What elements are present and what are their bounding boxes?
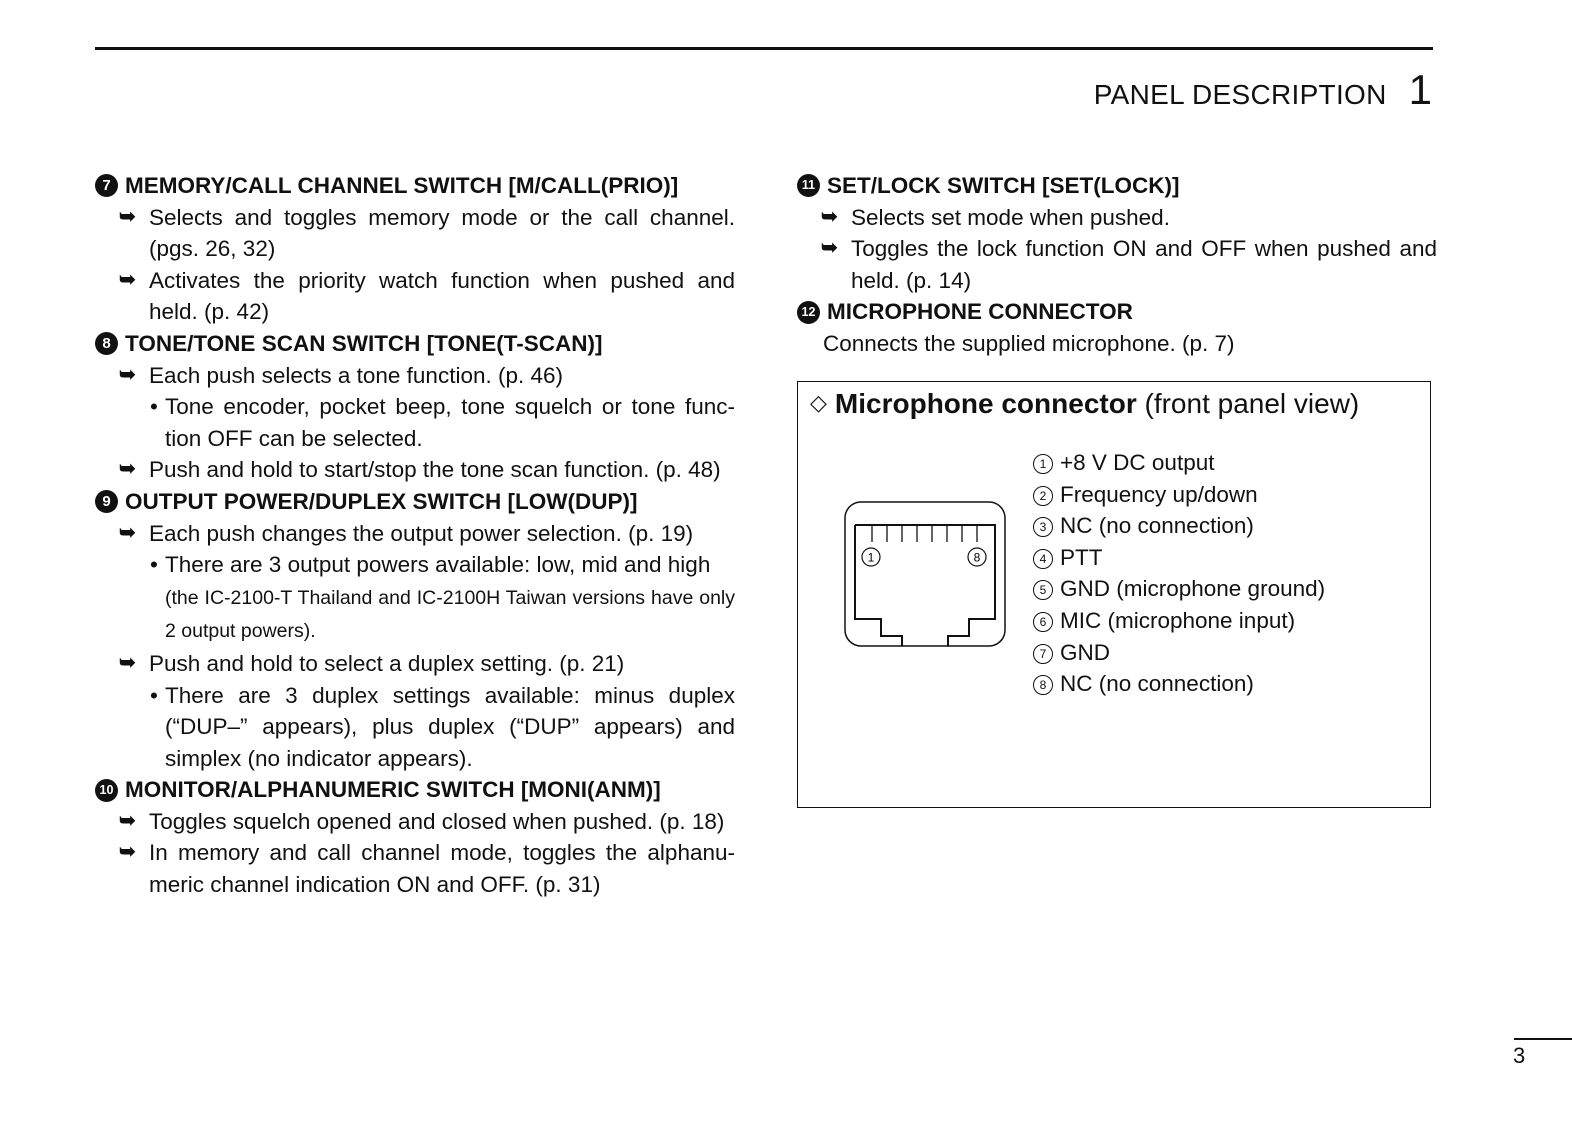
bullet-item: ➥ Each push changes the output power selection. (p. 19): [95, 518, 735, 550]
arrow-icon: ➥: [119, 205, 136, 228]
section-11-title: 11 SET/LOCK SWITCH [SET(LOCK)]: [797, 170, 1437, 202]
dot-icon: •: [150, 682, 158, 708]
arrow-icon: ➥: [821, 237, 838, 260]
pin-item: 6 MIC (microphone input): [1033, 605, 1325, 637]
connector-diagram: [842, 499, 1008, 649]
diamond-icon: ◇: [810, 390, 827, 415]
right-column: [797, 170, 1437, 360]
arrow-icon: ➥: [119, 809, 136, 832]
arrow-icon: ➥: [119, 268, 136, 291]
bullet-item: ➥ Push and hold to start/stop the tone scan function. (p. 48): [95, 454, 735, 486]
left-column: [95, 170, 735, 901]
section-7-title: 7 MEMORY/CALL CHANNEL SWITCH [M/CALL(PRIO)]: [95, 170, 735, 202]
pin-item: 7 GND: [1033, 637, 1325, 669]
connector-socket: [855, 525, 995, 646]
section-12-title: 12 MICROPHONE CONNECTOR: [797, 296, 1437, 328]
pin-item: 1 +8 V DC output: [1033, 447, 1325, 479]
page-number: 3: [1513, 1043, 1526, 1068]
bullet-item: ➥ Push and hold to select a duplex setting. (p. 21): [95, 648, 735, 680]
chapter-number: 1: [1408, 66, 1432, 113]
bullet-item: ➥ Each push selects a tone function. (p. 46): [95, 360, 735, 392]
sub-item: • Tone encoder, pocket beep, tone squelch or tone func-tion OFF can be selected.: [95, 391, 735, 454]
section-8-title: 8 TONE/TONE SCAN SWITCH [TONE(T-SCAN)]: [95, 328, 735, 360]
arrow-icon: ➥: [119, 841, 136, 864]
section-9-title: 9 OUTPUT POWER/DUPLEX SWITCH [LOW(DUP)]: [95, 486, 735, 518]
pin-item: 3 NC (no connection): [1033, 510, 1325, 542]
number-7-icon: 7: [95, 174, 118, 197]
arrow-icon: ➥: [119, 363, 136, 386]
sub-item: • There are 3 duplex settings available: minus duplex (“DUP–” appears), plus duplex (“DUP” appears) and simplex (no indicator appears).: [95, 680, 735, 775]
number-12-icon: 12: [797, 301, 820, 324]
number-10-icon: 10: [95, 779, 118, 802]
bullet-item: ➥ Toggles squelch opened and closed when pushed. (p. 18): [95, 806, 735, 838]
connector-pin-lines: [872, 525, 977, 542]
microphone-connector-box: [797, 381, 1431, 808]
pin-item: 4 PTT: [1033, 542, 1325, 574]
arrow-icon: ➥: [119, 521, 136, 544]
arrow-icon: ➥: [119, 458, 136, 481]
section-heading: PANEL DESCRIPTION: [1093, 79, 1387, 110]
pin-list: [1033, 447, 1325, 700]
page-number-rule: [1514, 1038, 1572, 1040]
bullet-item: ➥ Toggles the lock function ON and OFF when pushed and held. (p. 14): [797, 233, 1437, 296]
dot-icon: •: [150, 394, 158, 420]
pin-item: 2 Frequency up/down: [1033, 479, 1325, 511]
pin-item: 8 NC (no connection): [1033, 668, 1325, 700]
box-title: ◇ Microphone connector (front panel view): [810, 388, 1360, 419]
sub-item: • There are 3 output powers available: low, mid and high (the IC-2100-T Thailand and IC-2100H Taiwan versions have only 2 output powers).: [95, 549, 735, 648]
number-8-icon: 8: [95, 332, 118, 355]
bullet-item: ➥ In memory and call channel mode, toggles the alphanu-meric channel indication ON and OFF. (p. 31): [95, 837, 735, 900]
section-10-title: 10 MONITOR/ALPHANUMERIC SWITCH [MONI(ANM)]: [95, 774, 735, 806]
number-11-icon: 11: [797, 174, 820, 197]
bullet-item: ➥ Selects and toggles memory mode or the call channel. (pgs. 26, 32): [95, 202, 735, 265]
section-12-description: Connects the supplied microphone. (p. 7): [823, 330, 1235, 356]
number-9-icon: 9: [95, 490, 118, 513]
connector-outline: [845, 502, 1005, 646]
arrow-icon: ➥: [821, 205, 838, 228]
arrow-icon: ➥: [119, 651, 136, 674]
pin-8-label: 8: [973, 550, 981, 565]
page-header: [1094, 66, 1432, 114]
bullet-item: ➥ Selects set mode when pushed.: [797, 202, 1437, 234]
dot-icon: •: [150, 552, 158, 578]
bullet-item: ➥ Activates the priority watch function when pushed and held. (p. 42): [95, 265, 735, 328]
pin-item: 5 GND (microphone ground): [1033, 573, 1325, 605]
top-rule: [95, 47, 1433, 50]
pin-1-label: 1: [867, 550, 875, 565]
